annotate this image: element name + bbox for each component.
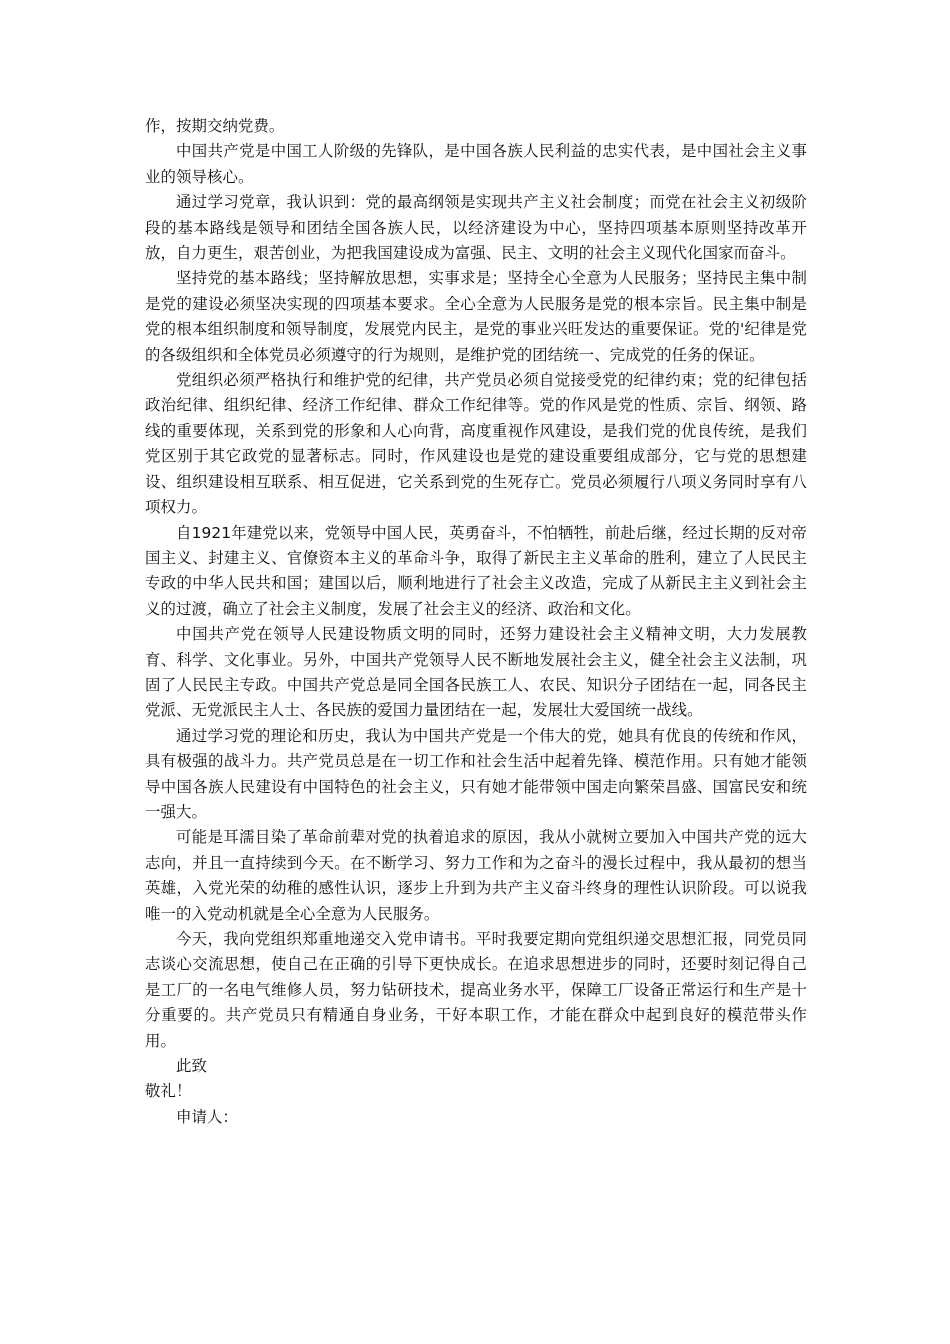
paragraph: 今天，我向党组织郑重地递交入党申请书。平时我要定期向党组织递交思想汇报，同党员同志谈心交流思想，使自己在正确的引导下更快成长。在追求思想进步的同时，还要时刻记得自己是工厂的一名电气维修人员，努力钻研技术，提高业务水平，保障工厂设备正常运行和生产是十分重要的。共产党员只有精通自身业务，干好本职工作，才能在群众中起到良好的模范带头作用。 [145, 930, 807, 1050]
applicant-label: 申请人： [176, 1107, 238, 1126]
paragraph: 党组织必须严格执行和维护党的纪律，共产党员必须自觉接受党的纪律约束；党的纪律包括政治纪律、组织纪律、经济工作纪律、群众工作纪律等。党的作风是党的性质、宗旨、纲领、路线的重要体现，关系到党的形象和人心向背，高度重视作风建设，是我们党的优良传统，是我们党区别于其它政党的显著标志。同时，作风建设也是党的建设重要组成部分，它与党的思想建设、组织建设相互联系、相互促进，它关系到党的生死存亡。党员必须履行八项义务同时享有八项权力。 [145, 371, 807, 517]
paragraph: 通过学习党章，我认识到：党的最高纲领是实现共产主义社会制度；而党在社会主义初级阶段的基本路线是领导和团结全国各族人民，以经济建设为中心，坚持四项基本原则坚持改革开放，自力更生，艰苦创业，为把我国建设成为富强、民主、文明的社会主义现代化国家而奋斗。 [145, 193, 807, 263]
paragraph: 自1921年建党以来，党领导中国人民，英勇奋斗，不怕牺牲，前赴后继，经过长期的反对帝国主义、封建主义、官僚资本主义的革命斗争，取得了新民主主义革命的胜利，建立了人民民主专政的中华人民共和国；建国以后，顺利地进行了社会主义改造，完成了从新民主主义到社会主义的过渡，确立了社会主义制度，发展了社会主义的经济、政治和文化。 [145, 523, 807, 618]
paragraph: 可能是耳濡目染了革命前辈对党的执着追求的原因，我从小就树立要加入中国共产党的远大志向，并且一直持续到今天。在不断学习、努力工作和为之奋斗的漫长过程中，我从最初的想当英雄，入党光荣的幼稚的感性认识，逐步上升到为共产主义奋斗终身的理性认识阶段。可以说我唯一的入党动机就是全心全意为人民服务。 [145, 828, 807, 923]
paragraph-continuation: 作，按期交纳党费。 [145, 117, 285, 135]
closing-jingli: 敬礼！ [145, 1082, 192, 1101]
closing-cizhi: 此致 [176, 1057, 207, 1076]
paragraph: 坚持党的基本路线；坚持解放思想，实事求是；坚持全心全意为人民服务；坚持民主集中制是党的建设必须坚决实现的四项基本要求。全心全意为人民服务是党的根本宗旨。民主集中制是党的根本组织制度和领导制度，发展党内民主，是党的事业兴旺发达的重要保证。党的'纪律是党的各级组织和全体党员必须遵守的行为规则，是维护党的团结统一、完成党的任务的保证。 [145, 269, 807, 364]
paragraph: 通过学习党的理论和历史，我认为中国共产党是一个伟大的党，她具有优良的传统和作风，具有极强的战斗力。共产党员总是在一切工作和社会生活中起着先锋、模范作用。只有她才能领导中国各族人民建设有中国特色的社会主义，只有她才能带领中国走向繁荣昌盛、国富民安和统一强大。 [145, 726, 807, 821]
document-body [145, 114, 807, 1130]
paragraph: 中国共产党是中国工人阶级的先锋队，是中国各族人民利益的忠实代表，是中国社会主义事业的领导核心。 [145, 142, 807, 186]
paragraph: 中国共产党在领导人民建设物质文明的同时，还努力建设社会主义精神文明，大力发展教育、科学、文化事业。另外，中国共产党领导人民不断地发展社会主义，健全社会主义法制，巩固了人民民主专政。中国共产党总是同全国各民族工人、农民、知识分子团结在一起，同各民主党派、无党派民主人士、各民族的爱国力量团结在一起，发展壮大爱国统一战线。 [145, 625, 807, 720]
